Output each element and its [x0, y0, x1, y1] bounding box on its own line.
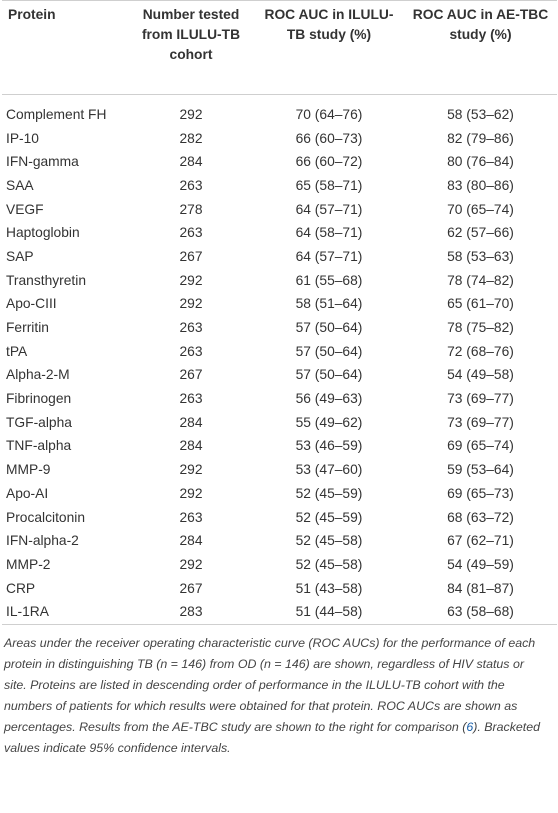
table-row [2, 127, 557, 151]
protein-name: CRP [6, 580, 36, 596]
protein-name: tPA [6, 343, 28, 359]
table-row [2, 150, 557, 174]
number-tested: 263 [179, 391, 203, 407]
roc-auc-aetbc: 54 (49–58) [447, 367, 514, 383]
roc-auc-ilulu: 52 (45–58) [295, 556, 363, 572]
number-tested: 284 [179, 533, 203, 549]
roc-auc-aetbc: 70 (65–74) [447, 201, 514, 217]
table-row [2, 245, 557, 269]
roc-auc-aetbc: 83 (80–86) [447, 177, 514, 193]
roc-auc-ilulu: 53 (46–59) [295, 438, 363, 454]
table-row [2, 577, 557, 601]
number-tested: 282 [179, 130, 203, 146]
roc-auc-aetbc: 63 (58–68) [404, 600, 557, 624]
roc-auc-ilulu: 65 (58–71) [295, 177, 363, 193]
roc-auc-aetbc: 67 (62–71) [447, 533, 514, 549]
table-row [2, 458, 557, 482]
number-tested: 278 [179, 201, 203, 217]
roc-auc-ilulu: 64 (57–71) [295, 248, 363, 264]
table-row [2, 174, 557, 198]
table-row [2, 103, 557, 127]
roc-auc-aetbc: 58 (53–63) [447, 248, 514, 264]
roc-auc-aetbc: 72 (68–76) [447, 343, 514, 359]
roc-auc-ilulu: 66 (60–73) [295, 130, 363, 146]
protein-name: Procalcitonin [6, 509, 85, 525]
table-row [2, 221, 557, 245]
table-row [2, 340, 557, 364]
roc-auc-ilulu: 51 (43–58) [295, 580, 363, 596]
protein-name: MMP-2 [6, 556, 51, 572]
roc-auc-aetbc: 58 (53–62) [447, 106, 514, 122]
header-spacer [2, 95, 557, 104]
protein-name: SAP [6, 248, 34, 264]
footnote-text-1: Areas under the receiver operating characteristic curve (ROC AUCs) for the performance of each protein in distinguishing TB (n = 146) from OD (n = 146) are shown, regardless of HIV status or site. Proteins are listed in descending order of performance in the ILULU-TB cohort with the numbers of patients for which results were obtained for that protein. ROC AUCs are shown as percentages. Results from the AE-TBC study are shown to the right for comparison ( [4, 635, 536, 734]
table-row [2, 553, 557, 577]
protein-name: IP-10 [6, 130, 39, 146]
roc-auc-aetbc: 62 (57–66) [447, 225, 514, 241]
number-tested: 263 [179, 177, 203, 193]
protein-roc-table [2, 0, 557, 625]
table-row [2, 387, 557, 411]
header-roc-aetbc: ROC AUC in AE-TBC study (%) [404, 1, 557, 95]
table-row [2, 316, 557, 340]
table-footnote [4, 633, 550, 759]
protein-name: Ferritin [6, 320, 49, 336]
header-roc-ilulu: ROC AUC in ILULU-TB study (%) [254, 1, 404, 95]
number-tested: 284 [179, 414, 203, 430]
number-tested: 284 [179, 154, 203, 170]
protein-name: VEGF [6, 201, 44, 217]
roc-auc-ilulu: 61 (55–68) [295, 272, 363, 288]
number-tested: 292 [179, 106, 203, 122]
number-tested: 267 [179, 248, 203, 264]
protein-name: Alpha-2-M [6, 367, 70, 383]
table-row [2, 506, 557, 530]
header-number-tested: Number tested from ILULU-TB cohort [128, 1, 254, 95]
roc-auc-aetbc: 69 (65–73) [447, 485, 514, 501]
roc-auc-ilulu: 66 (60–72) [295, 154, 363, 170]
table-row [2, 364, 557, 388]
protein-name: TNF-alpha [6, 438, 72, 454]
header-protein: Protein [2, 1, 128, 95]
roc-auc-aetbc: 68 (63–72) [447, 509, 514, 525]
protein-name: Fibrinogen [6, 391, 72, 407]
protein-name: TGF-alpha [6, 414, 72, 430]
roc-auc-ilulu: 56 (49–63) [295, 391, 363, 407]
protein-name: Apo-CIII [6, 296, 57, 312]
number-tested: 284 [179, 438, 203, 454]
roc-auc-aetbc: 82 (79–86) [447, 130, 514, 146]
roc-auc-aetbc: 54 (49–59) [447, 556, 514, 572]
roc-auc-aetbc: 59 (53–64) [447, 462, 514, 478]
table-row [2, 600, 557, 624]
protein-name: Haptoglobin [6, 225, 80, 241]
number-tested: 283 [128, 600, 254, 624]
protein-name: MMP-9 [6, 462, 51, 478]
number-tested: 292 [179, 296, 203, 312]
roc-auc-ilulu: 55 (49–62) [295, 414, 363, 430]
roc-auc-ilulu: 57 (50–64) [295, 320, 363, 336]
roc-auc-aetbc: 69 (65–74) [447, 438, 514, 454]
roc-auc-aetbc: 78 (74–82) [447, 272, 514, 288]
roc-auc-aetbc: 78 (75–82) [447, 320, 514, 336]
footnote-text-2: ). Bracketed values indicate 95% confidence intervals. [4, 719, 541, 755]
protein-name: Apo-AI [6, 485, 49, 501]
protein-name: IL-1RA [2, 600, 128, 624]
table-row [2, 435, 557, 459]
roc-auc-aetbc: 80 (76–84) [447, 154, 514, 170]
protein-name: Transthyretin [6, 272, 86, 288]
roc-auc-ilulu: 53 (47–60) [295, 462, 363, 478]
table-row [2, 411, 557, 435]
number-tested: 292 [179, 485, 203, 501]
number-tested: 267 [179, 367, 203, 383]
number-tested: 267 [179, 580, 203, 596]
table-row [2, 293, 557, 317]
reference-link[interactable]: 6 [466, 719, 474, 734]
roc-auc-aetbc: 73 (69–77) [447, 391, 514, 407]
number-tested: 292 [179, 556, 203, 572]
roc-auc-ilulu: 64 (58–71) [295, 225, 363, 241]
protein-name: SAA [6, 177, 34, 193]
protein-name: IFN-alpha-2 [6, 533, 79, 549]
protein-name: Complement FH [6, 106, 107, 122]
roc-auc-aetbc: 65 (61–70) [447, 296, 514, 312]
roc-auc-ilulu: 70 (64–76) [295, 106, 363, 122]
table-row [2, 482, 557, 506]
table-row [2, 269, 557, 293]
number-tested: 263 [179, 320, 203, 336]
number-tested: 292 [179, 272, 203, 288]
table-header-row [2, 1, 557, 95]
roc-auc-ilulu: 64 (57–71) [295, 201, 363, 217]
number-tested: 263 [179, 509, 203, 525]
table-row [2, 529, 557, 553]
roc-auc-ilulu: 57 (50–64) [295, 367, 363, 383]
protein-name: IFN-gamma [6, 154, 79, 170]
roc-auc-ilulu: 52 (45–59) [295, 485, 363, 501]
number-tested: 263 [179, 343, 203, 359]
roc-auc-ilulu: 58 (51–64) [295, 296, 363, 312]
number-tested: 263 [179, 225, 203, 241]
roc-auc-ilulu: 52 (45–58) [295, 533, 363, 549]
number-tested: 292 [179, 462, 203, 478]
roc-auc-ilulu: 51 (44–58) [254, 600, 404, 624]
roc-auc-ilulu: 52 (45–59) [295, 509, 363, 525]
roc-auc-ilulu: 57 (50–64) [295, 343, 363, 359]
table-row [2, 198, 557, 222]
roc-auc-aetbc: 73 (69–77) [447, 414, 514, 430]
roc-auc-aetbc: 84 (81–87) [447, 580, 514, 596]
